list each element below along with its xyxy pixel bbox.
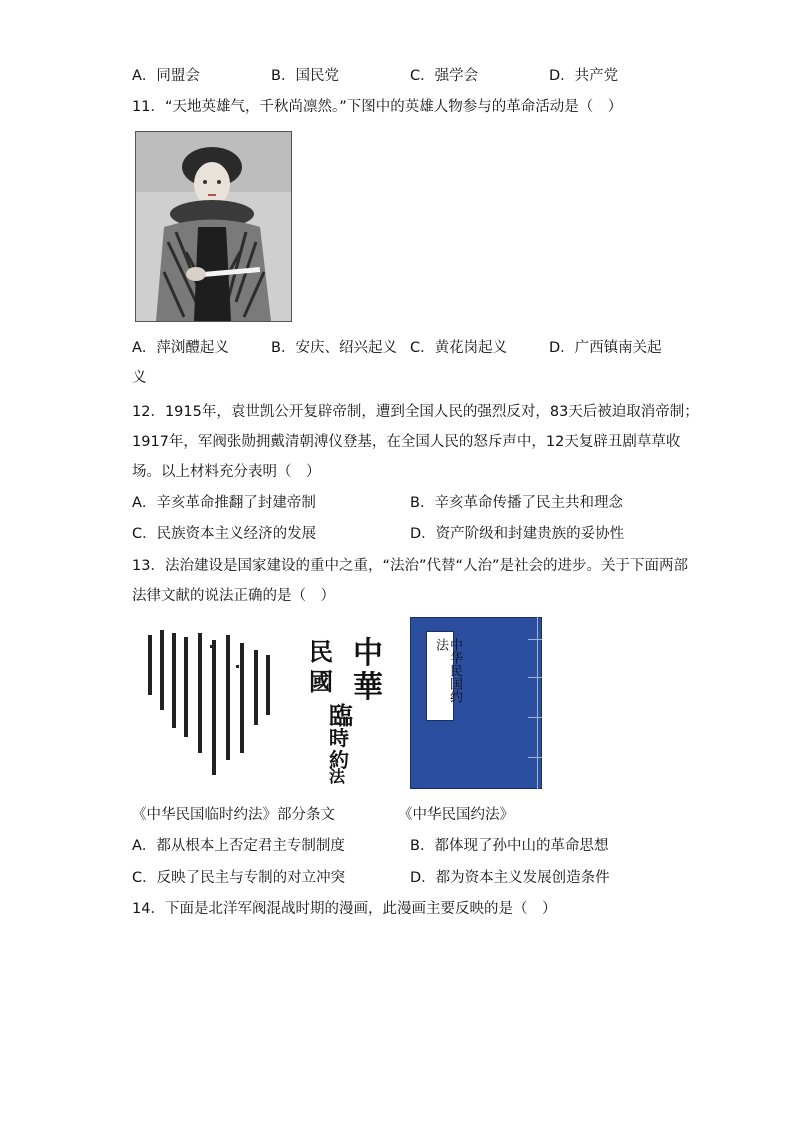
q13-option-a: A．都从根本上否定君主专制制度 [132, 838, 345, 854]
q13-caption-left: 《中华民国临时约法》部分条文 [132, 807, 335, 823]
q12-option-c: C．民族资本主义经济的发展 [132, 526, 317, 542]
q11-option-d: D．广西镇南关起 [549, 340, 662, 356]
q11-option-d-wrap: 义 [132, 370, 147, 386]
title-char: 華 [353, 670, 383, 705]
q13-stem-line-2: 法律文献的说法正确的是（ ） [132, 588, 335, 604]
q10-option-b: B．国民党 [271, 68, 339, 84]
q12-stem-line-2: 1917年，军阀张勋拥戴清朝溥仪登基，在全国人民的怒斥声中，12天复辟丑剧草草收 [132, 434, 681, 450]
title-char: 中 [353, 636, 383, 671]
provisional-constitution-title [305, 628, 390, 786]
q10-option-a: A．同盟会 [132, 68, 200, 84]
q11-stem: 11．“天地英雄气，千秋尚凛然。”下图中的英雄人物参与的革命活动是（ ） [132, 99, 623, 115]
q13-option-c: C．反映了民主与专制的对立冲突 [132, 870, 346, 886]
q12-stem-line-1: 12．1915年，袁世凯公开复辟帝制，遭到全国人民的强烈反对，83天后被迫取消帝制； [132, 404, 699, 420]
title-char: 國 [309, 667, 333, 696]
title-char: 法 [329, 767, 346, 786]
q12-option-a: A．辛亥革命推翻了封建帝制 [132, 495, 316, 511]
q12-stem-line-3: 场。以上材料充分表明（ ） [132, 464, 321, 480]
q13-stem-line-1: 13．法治建设是国家建设的重中之重，“法治”代替“人治”是社会的进步。关于下面两部 [132, 558, 688, 574]
title-char: 民 [309, 637, 333, 666]
title-char: 臨 [329, 701, 353, 730]
q11-portrait-photo [135, 131, 292, 322]
title-char: 約 [329, 748, 349, 772]
q11-option-b: B．安庆、绍兴起义 [271, 340, 397, 356]
portrait-illustration [136, 132, 291, 321]
constitution-book-cover [410, 617, 542, 789]
q14-stem: 14．下面是北洋军阀混战时期的漫画，此漫画主要反映的是（ ） [132, 901, 557, 917]
q12-option-b: B．辛亥革命传播了民主共和理念 [410, 495, 623, 511]
title-char: 時 [329, 726, 349, 750]
q10-option-d: D．共产党 [549, 68, 619, 84]
q11-option-a: A．萍浏醴起义 [132, 340, 229, 356]
q12-option-d: D．资产阶级和封建贵族的妥协性 [410, 526, 625, 542]
book-title: 中华民国约法 [433, 638, 462, 703]
q13-option-b: B．都体现了孙中山的革命思想 [410, 838, 609, 854]
q10-option-c: C．强学会 [410, 68, 479, 84]
q13-caption-right: 《中华民国约法》 [398, 807, 514, 823]
q13-option-d: D．都为资本主义发展创造条件 [410, 870, 610, 886]
q11-option-c: C．黄花岗起义 [410, 340, 508, 356]
